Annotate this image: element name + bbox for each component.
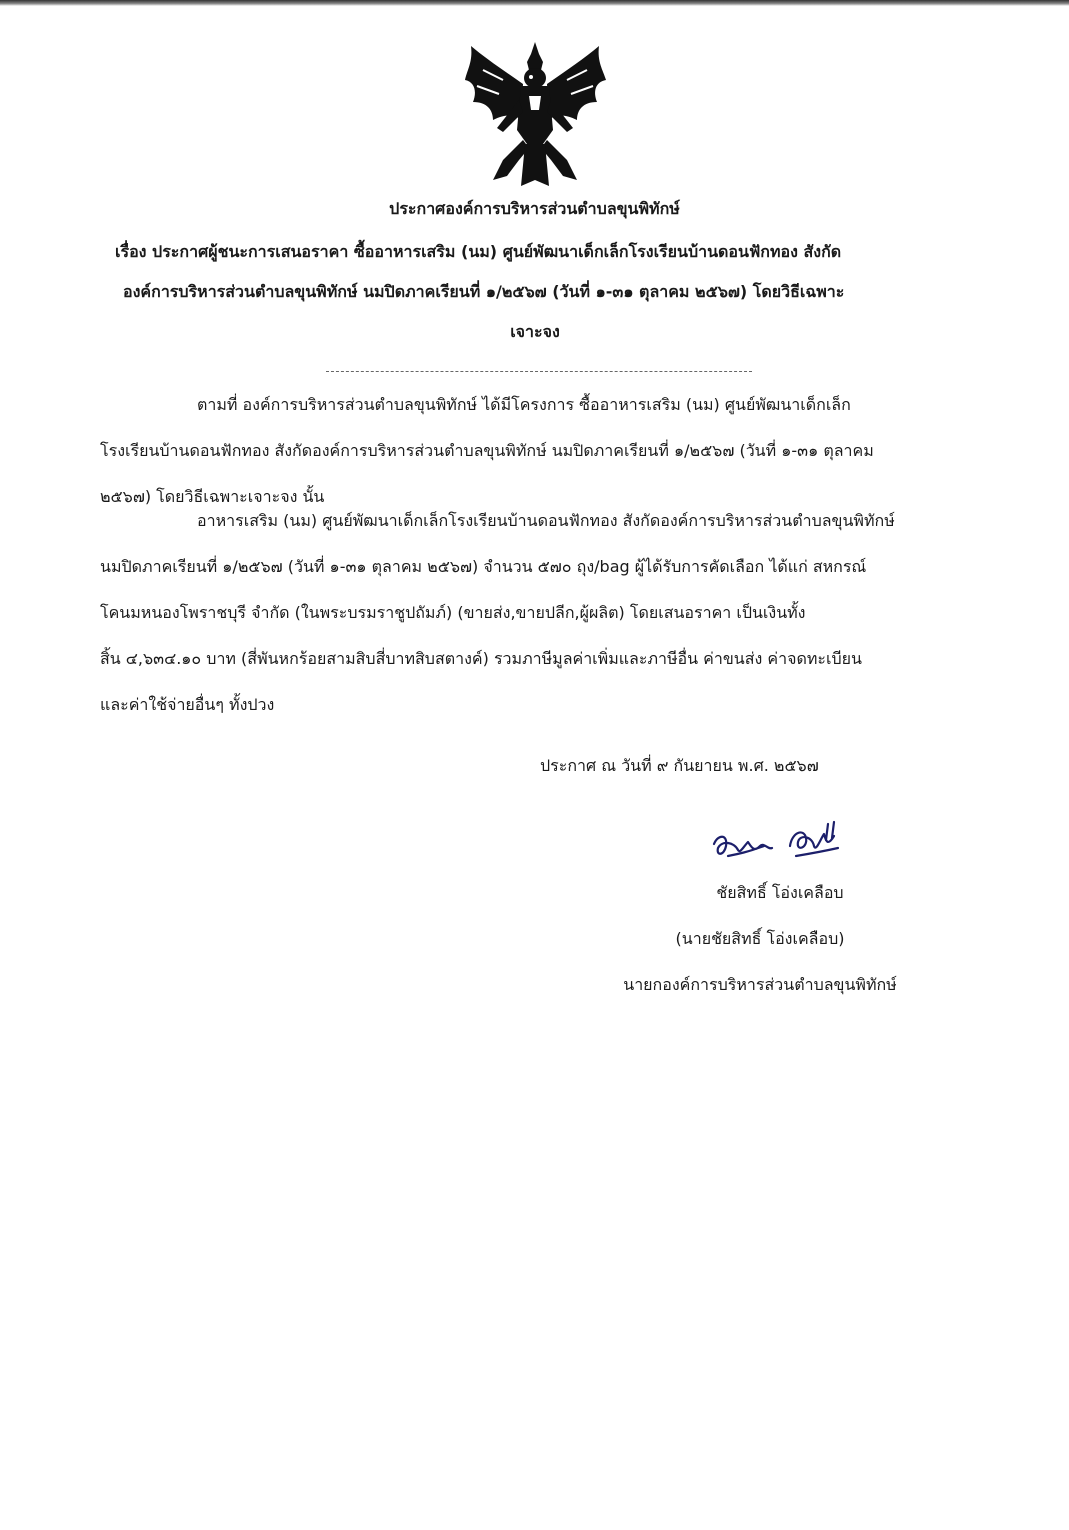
signature-block xyxy=(600,870,920,1008)
document-title: ประกาศองค์การบริหารส่วนตำบลขุนพิทักษ์ xyxy=(389,199,680,218)
subject-line: เรื่อง ประกาศผู้ชนะการเสนอราคา ซื้ออาหารเสริม (นม) ศูนย์พัฒนาเด็กเล็กโรงเรียนบ้านดอนฟักทอง สังกัด xyxy=(115,242,842,261)
paragraph-line: นมปิดภาคเรียนที่ ๑/๒๕๖๗ (วันที่ ๑-๓๑ ตุลาคม ๒๕๖๗) จำนวน ๕๗๐ ถุง/bag ผู้ได้รับการคัดเลือก ได้แก่ สหกรณ์ xyxy=(100,557,867,576)
signatory-position: นายกองค์การบริหารส่วนตำบลขุนพิทักษ์ xyxy=(623,975,897,994)
paragraph-line: และค่าใช้จ่ายอื่นๆ ทั้งปวง xyxy=(100,695,275,714)
handwritten-signature xyxy=(708,816,848,866)
paragraph-line: โรงเรียนบ้านดอนฟักทอง สังกัดองค์การบริหารส่วนตำบลขุนพิทักษ์ นมปิดภาคเรียนที่ ๑/๒๕๖๗ (วันที่ ๑-๓๑ ตุลาคม xyxy=(100,441,874,460)
document-subject xyxy=(95,232,975,352)
paragraph-line: ตามที่ องค์การบริหารส่วนตำบลขุนพิทักษ์ ได้มีโครงการ ซื้ออาหารเสริม (นม) ศูนย์พัฒนาเด็กเล็ก xyxy=(197,395,851,414)
paragraph-line: สิ้น ๔,๖๓๔.๑๐ บาท (สี่พันหกร้อยสามสิบสี่บาทสิบสตางค์) รวมภาษีมูลค่าเพิ่มและภาษีอื่น ค่าขนส่ง ค่าจดทะเบียน xyxy=(100,649,862,668)
subject-line: องค์การบริหารส่วนตำบลขุนพิทักษ์ นมปิดภาคเรียนที่ ๑/๒๕๖๗ (วันที่ ๑-๓๑ ตุลาคม ๒๕๖๗) โดยวิธีเฉพาะ xyxy=(123,282,845,301)
paragraph-line: อาหารเสริม (นม) ศูนย์พัฒนาเด็กเล็กโรงเรียนบ้านดอนฟักทอง สังกัดองค์การบริหารส่วนตำบลขุนพิทักษ์ xyxy=(197,511,895,530)
paragraph-award xyxy=(100,498,980,728)
signatory-name: ชัยสิทธิ์ โอ่งเคลือบ xyxy=(716,883,844,902)
announcement-date: ประกาศ ณ วันที่ ๙ กันยายน พ.ศ. ๒๕๖๗ xyxy=(540,756,819,775)
paragraph-line: ๒๕๖๗) โดยวิธีเฉพาะเจาะจง นั้น xyxy=(100,487,325,506)
scan-top-edge xyxy=(0,0,1069,6)
signatory-full-name: (นายชัยสิทธิ์ โอ่งเคลือบ) xyxy=(675,929,845,948)
divider-rule xyxy=(326,371,752,372)
garuda-emblem-icon xyxy=(463,40,608,190)
subject-line: เจาะจง xyxy=(510,322,560,341)
paragraph-line: โคนมหนองโพราชบุรี จำกัด (ในพระบรมราชูปถัมภ์) (ขายส่ง,ขายปลีก,ผู้ผลิต) โดยเสนอราคา เป็นเงินทั้ง xyxy=(100,603,806,622)
